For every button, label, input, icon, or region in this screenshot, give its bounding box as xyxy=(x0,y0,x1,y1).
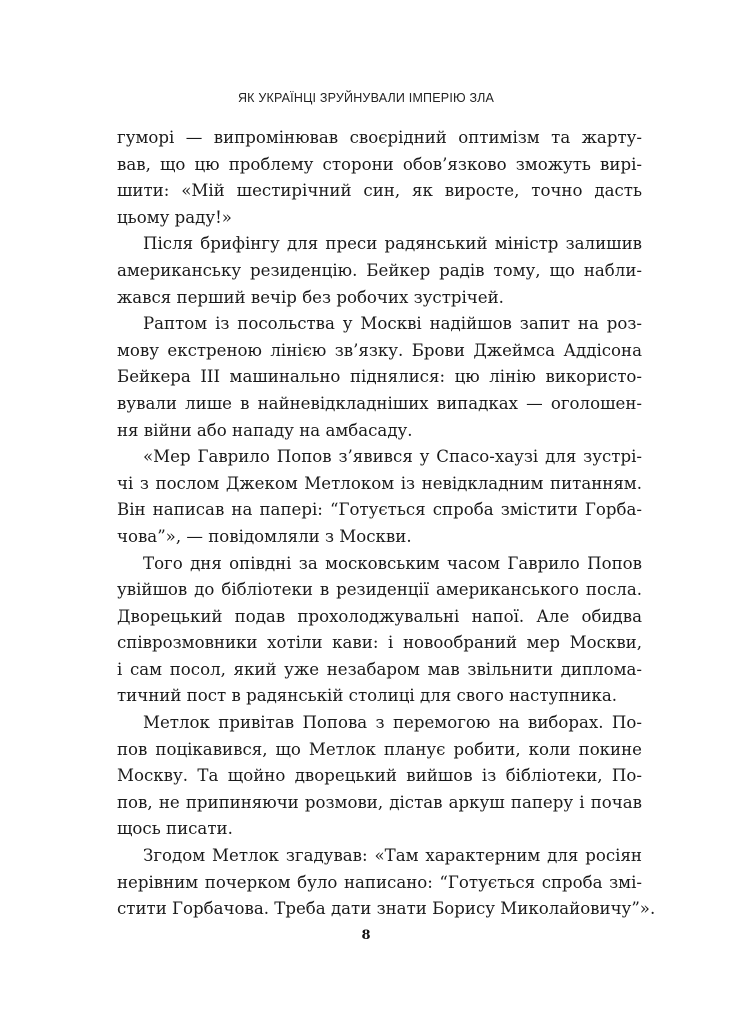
paragraph-first-line: «Мер Гаврило Попов з’явився у Спасо-хаузі для зустрі- xyxy=(143,447,642,467)
paragraph-first-line: Після брифінгу для преси радянський міністр залишив xyxy=(143,234,642,254)
text-line: стити Горбачова. Треба дати знати Борису Миколайовичу”». xyxy=(117,899,656,919)
text-line: цьому раду!» xyxy=(117,207,232,227)
text-line: вували лише в найневідкладніших випадках — оголошен- xyxy=(117,393,642,413)
text-line: пов поцікавився, що Метлок планує робити, коли покине xyxy=(117,739,642,759)
text-line: Він написав на папері: “Готується спроба змістити Горба- xyxy=(117,500,642,520)
text-line: і сам посол, який уже незабаром мав звільнити диплома- xyxy=(117,659,642,679)
text-line: гуморі — випромінював своєрідний оптимізм та жарту- xyxy=(117,128,642,147)
running-head: ЯК УКРАЇНЦІ ЗРУЙНУВАЛИ ІМПЕРІЮ ЗЛА xyxy=(237,91,495,105)
body-text xyxy=(117,125,656,923)
text-line: Москву. Та щойно дворецький вийшов із бібліотеки, По- xyxy=(117,766,642,786)
text-line: пов, не припиняючи розмови, дістав аркуш паперу і почав xyxy=(117,792,642,812)
text-line: щось писати. xyxy=(117,819,233,839)
text-line: американську резиденцію. Бейкер радів тому, що набли- xyxy=(117,260,642,280)
text-line: чова”», — повідомляли з Москви. xyxy=(117,526,412,546)
text-line: вав, що цю проблему сторони обов’язково зможуть вирі- xyxy=(117,154,642,174)
text-line: тичний пост в радянській столиці для свого наступника. xyxy=(117,686,617,706)
text-line: нерівним почерком було написано: “Готується спроба змі- xyxy=(117,872,642,892)
paragraph-first-line: Раптом із посольства у Москві надійшов запит на роз- xyxy=(143,314,642,334)
text-line: мову екстреною лінією зв’язку. Брови Джеймса Аддісона xyxy=(117,340,642,360)
paragraph-first-line: Метлок привітав Попова з перемогою на виборах. По- xyxy=(143,713,642,733)
text-line: Дворецький подав прохолоджувальні напої. Але обидва xyxy=(117,606,642,626)
text-line: шити: «Мій шестирічний син, як виросте, точно дасть xyxy=(117,181,642,201)
text-line: жався перший вечір без робочих зустрічей. xyxy=(117,287,504,307)
paragraph-first-line: Того дня опівдні за московським часом Гаврило Попов xyxy=(143,553,642,573)
page-number: 8 xyxy=(361,928,371,943)
paragraph-first-line: Згодом Метлок згадував: «Там характерним для росіян xyxy=(143,846,642,866)
text-line: співрозмовники хотіли кави: і новообраний мер Москви, xyxy=(117,633,642,653)
text-line: увійшов до бібліотеки в резиденції американського посла. xyxy=(117,580,642,600)
text-line: ня війни або нападу на амбасаду. xyxy=(117,420,413,440)
text-line: Бейкера III машинально піднялися: цю лінію використо- xyxy=(117,367,642,387)
text-line: чі з послом Джеком Метлоком із невідкладним питанням. xyxy=(117,473,642,493)
